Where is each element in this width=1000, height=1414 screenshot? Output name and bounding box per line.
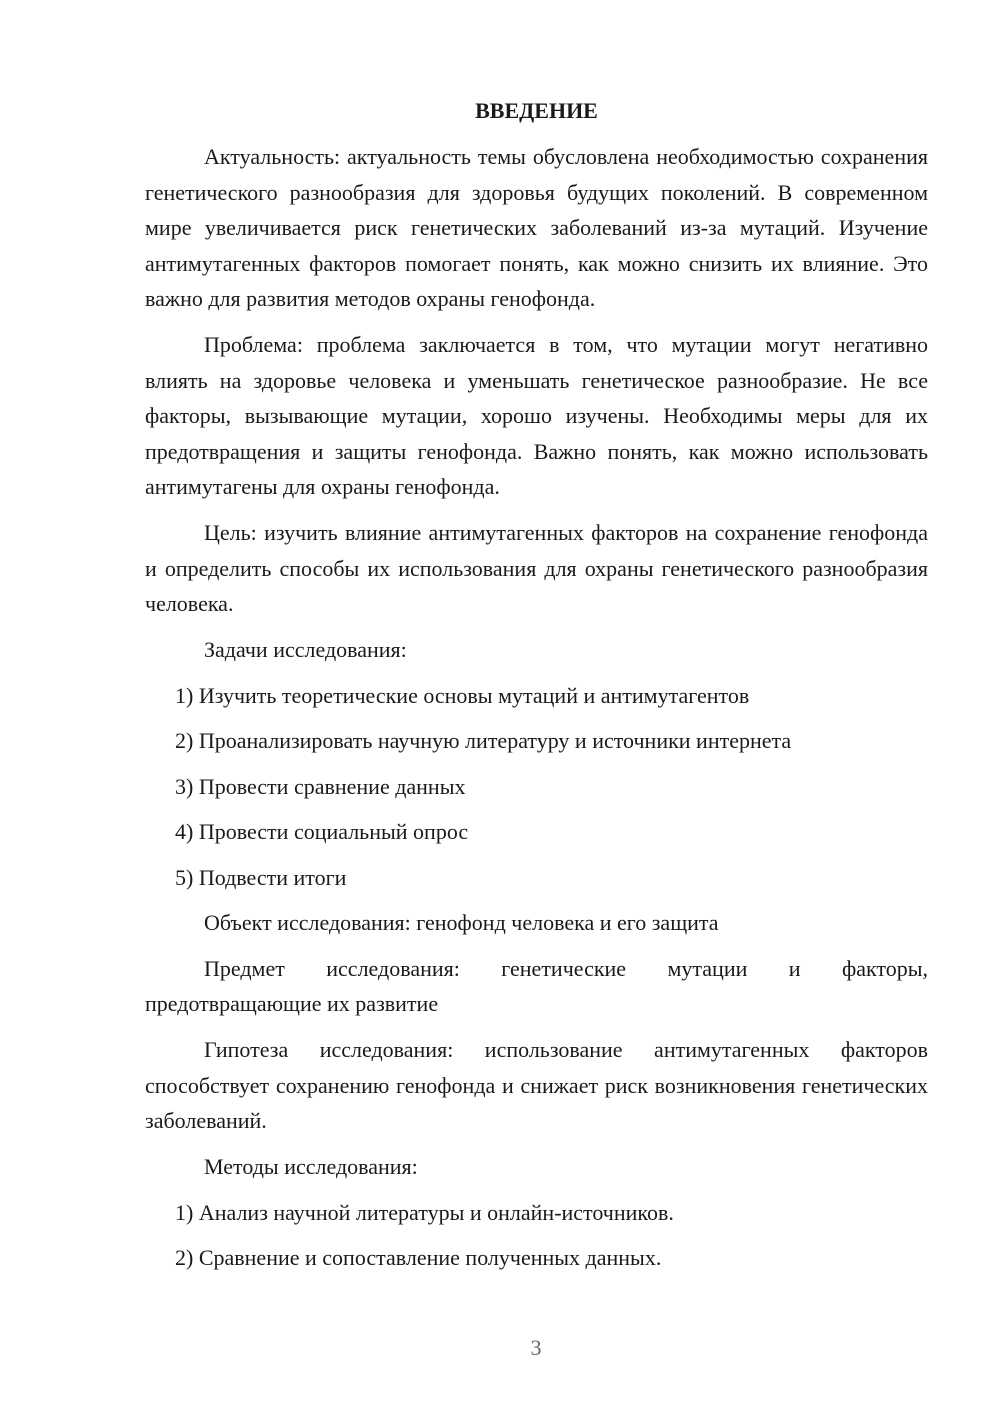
- task-item: 5) Подвести итоги: [175, 864, 347, 890]
- subject-paragraph: Предмет исследования: генетические мутации и факторы, предотвращающие их развитие: [145, 955, 928, 1016]
- task-item: 2) Проанализировать научную литературу и источники интернета: [175, 728, 792, 753]
- hypothesis-paragraph: Гипотеза исследования: использование антимутагенных факторов способствует сохранению генофонда и снижает риск возникновения генетических заболеваний.: [145, 1037, 928, 1133]
- method-item: 2) Сравнение и сопоставление полученных данных.: [175, 1245, 662, 1270]
- page-number: 3: [530, 1335, 542, 1360]
- page-number-container: [0, 1333, 1000, 1363]
- tasks-heading: Задачи исследования:: [204, 637, 407, 662]
- goal-paragraph: Цель: изучить влияние антимутагенных факторов на сохранение генофонда и определить способы их использования для охраны генетического разнообразия человека.: [145, 520, 928, 616]
- page-content: [145, 93, 928, 1286]
- page-title: ВВЕДЕНИЕ: [475, 98, 598, 123]
- relevance-paragraph: Актуальность: актуальность темы обусловлена необходимостью сохранения генетического разнообразия для здоровья будущих поколений. В современном мире увеличивается риск генетических заболеваний из-за мутаций. Изучение антимутагенных факторов помогает понять, как можно снизить их влияние. Это важно для развития методов охраны генофонда.: [145, 144, 928, 311]
- problem-paragraph: Проблема: проблема заключается в том, что мутации могут негативно влиять на здоровье человека и уменьшать генетическое разнообразие. Не все факторы, вызывающие мутации, хорошо изучены. Необходимы меры для их предотвращения и защиты генофонда. Важно понять, как можно использовать антимутагены для охраны генофонда.: [145, 332, 928, 499]
- method-item: 1) Анализ научной литературы и онлайн-источников.: [175, 1199, 674, 1225]
- task-item: 1) Изучить теоретические основы мутаций и антимутагентов: [175, 682, 750, 708]
- task-item: 3) Провести сравнение данных: [175, 773, 466, 799]
- task-item: 4) Провести социальный опрос: [175, 819, 469, 844]
- object-line: Объект исследования: генофонд человека и его защита: [204, 910, 719, 935]
- methods-heading: Методы исследования:: [204, 1154, 418, 1179]
